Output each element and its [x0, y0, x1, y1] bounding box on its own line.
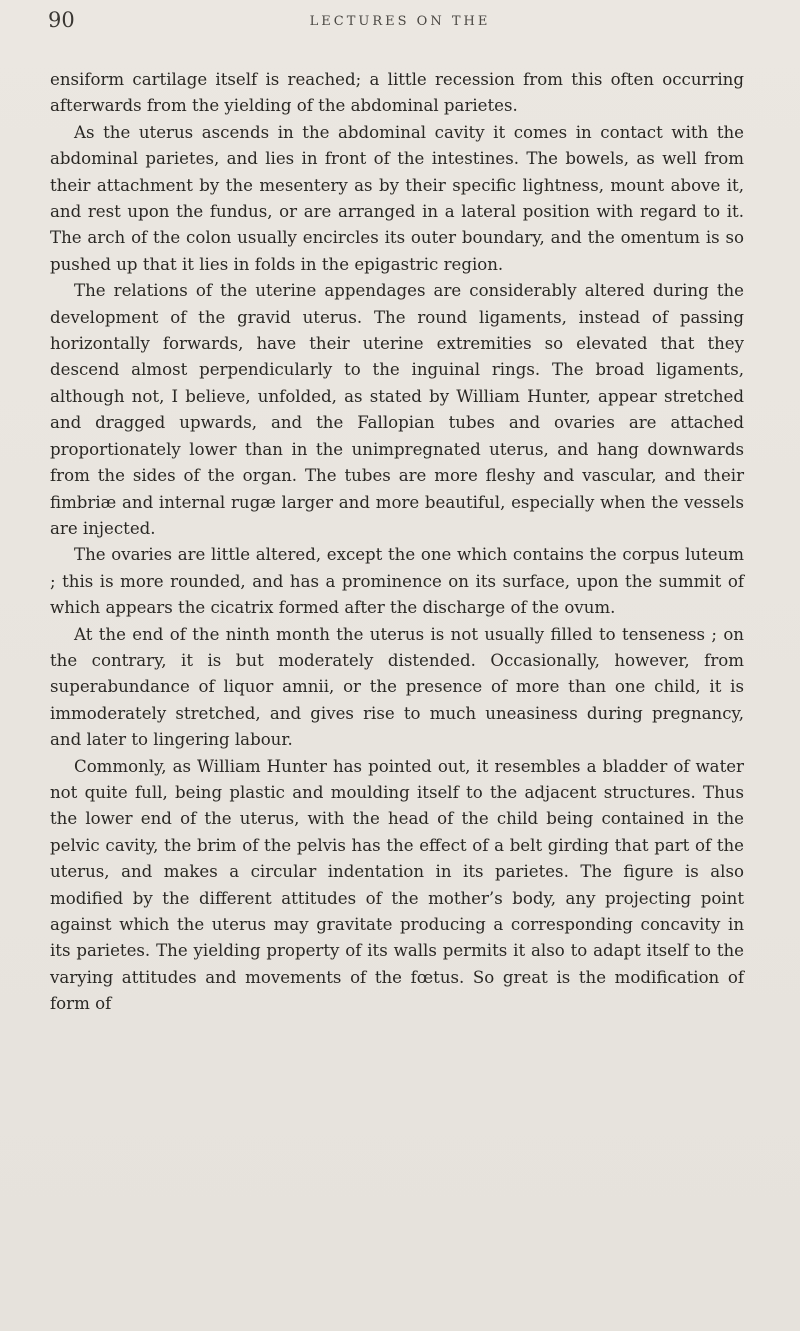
paragraph: ensiform cartilage itself is reached; a little recession from this often occurring afterwards from the yielding of the abdominal parietes. — [50, 70, 744, 116]
paragraph: At the end of the ninth month the uterus is not usually filled to tenseness ; on the contrary, it is but moderately distended. Occasionally, however, from superabundance of liquor amnii, or the presence of more than one child, it is immoderately stretched, and gives rise to much uneasiness during pregnancy, and later to lingering labour. — [50, 624, 744, 750]
paragraph: As the uterus ascends in the abdominal cavity it comes in contact with the abdominal parietes, and lies in front of the intestines. The bowels, as well from their attachment by the mesentery as by their specific lightness, mount above it, and rest upon the fundus, or are arranged in a lateral position with regard to it. The arch of the colon usually encircles its outer boundary, and the omentum is so pushed up that it lies in folds in the epigastric region. — [50, 122, 744, 274]
paragraph: Commonly, as William Hunter has pointed out, it resembles a bladder of water not quite full, being plastic and moulding itself to the adjacent structures. Thus the lower end of the uterus, with the head of the child being contained in the pelvic cavity, the brim of the pelvis has the effect of a belt girding that part of the uterus, and makes a circular indentation in its parietes. The figure is also modified by the different attitudes of the mother’s body, any projecting point against which the uterus may gravitate producing a corresponding concavity in its parietes. The yielding property of its walls permits it also to adapt itself to the varying attitudes and movements of the fœtus. So great is the modification of form of — [50, 756, 744, 1014]
paragraph: The ovaries are little altered, except the one which contains the corpus luteum ; this is more rounded, and has a prominence on its surface, upon the summit of which appears the cicatrix formed after the discharge of the ovum. — [50, 545, 744, 618]
page-number: 90 — [48, 8, 75, 32]
paragraph: The relations of the uterine appendages are considerably altered during the development of the gravid uterus. The round ligaments, instead of passing horizontally forwards, have their uterine extremities so elevated that they descend almost perpendicularly to the inguinal rings. The broad ligaments, although not, I believe, unfolded, as stated by William Hunter, appear stretched and dragged upwards, and the Fallopian tubes and ovaries are attached proportionately lower than in the unimpregnated uterus, and hang downwards from the sides of the organ. The tubes are more fleshy and vascular, and their fimbriæ and internal rugæ larger and more beautiful, especially when the vessels are injected. — [50, 281, 744, 538]
running-head: LECTURES ON THE — [309, 14, 491, 29]
body-text — [50, 67, 744, 1018]
